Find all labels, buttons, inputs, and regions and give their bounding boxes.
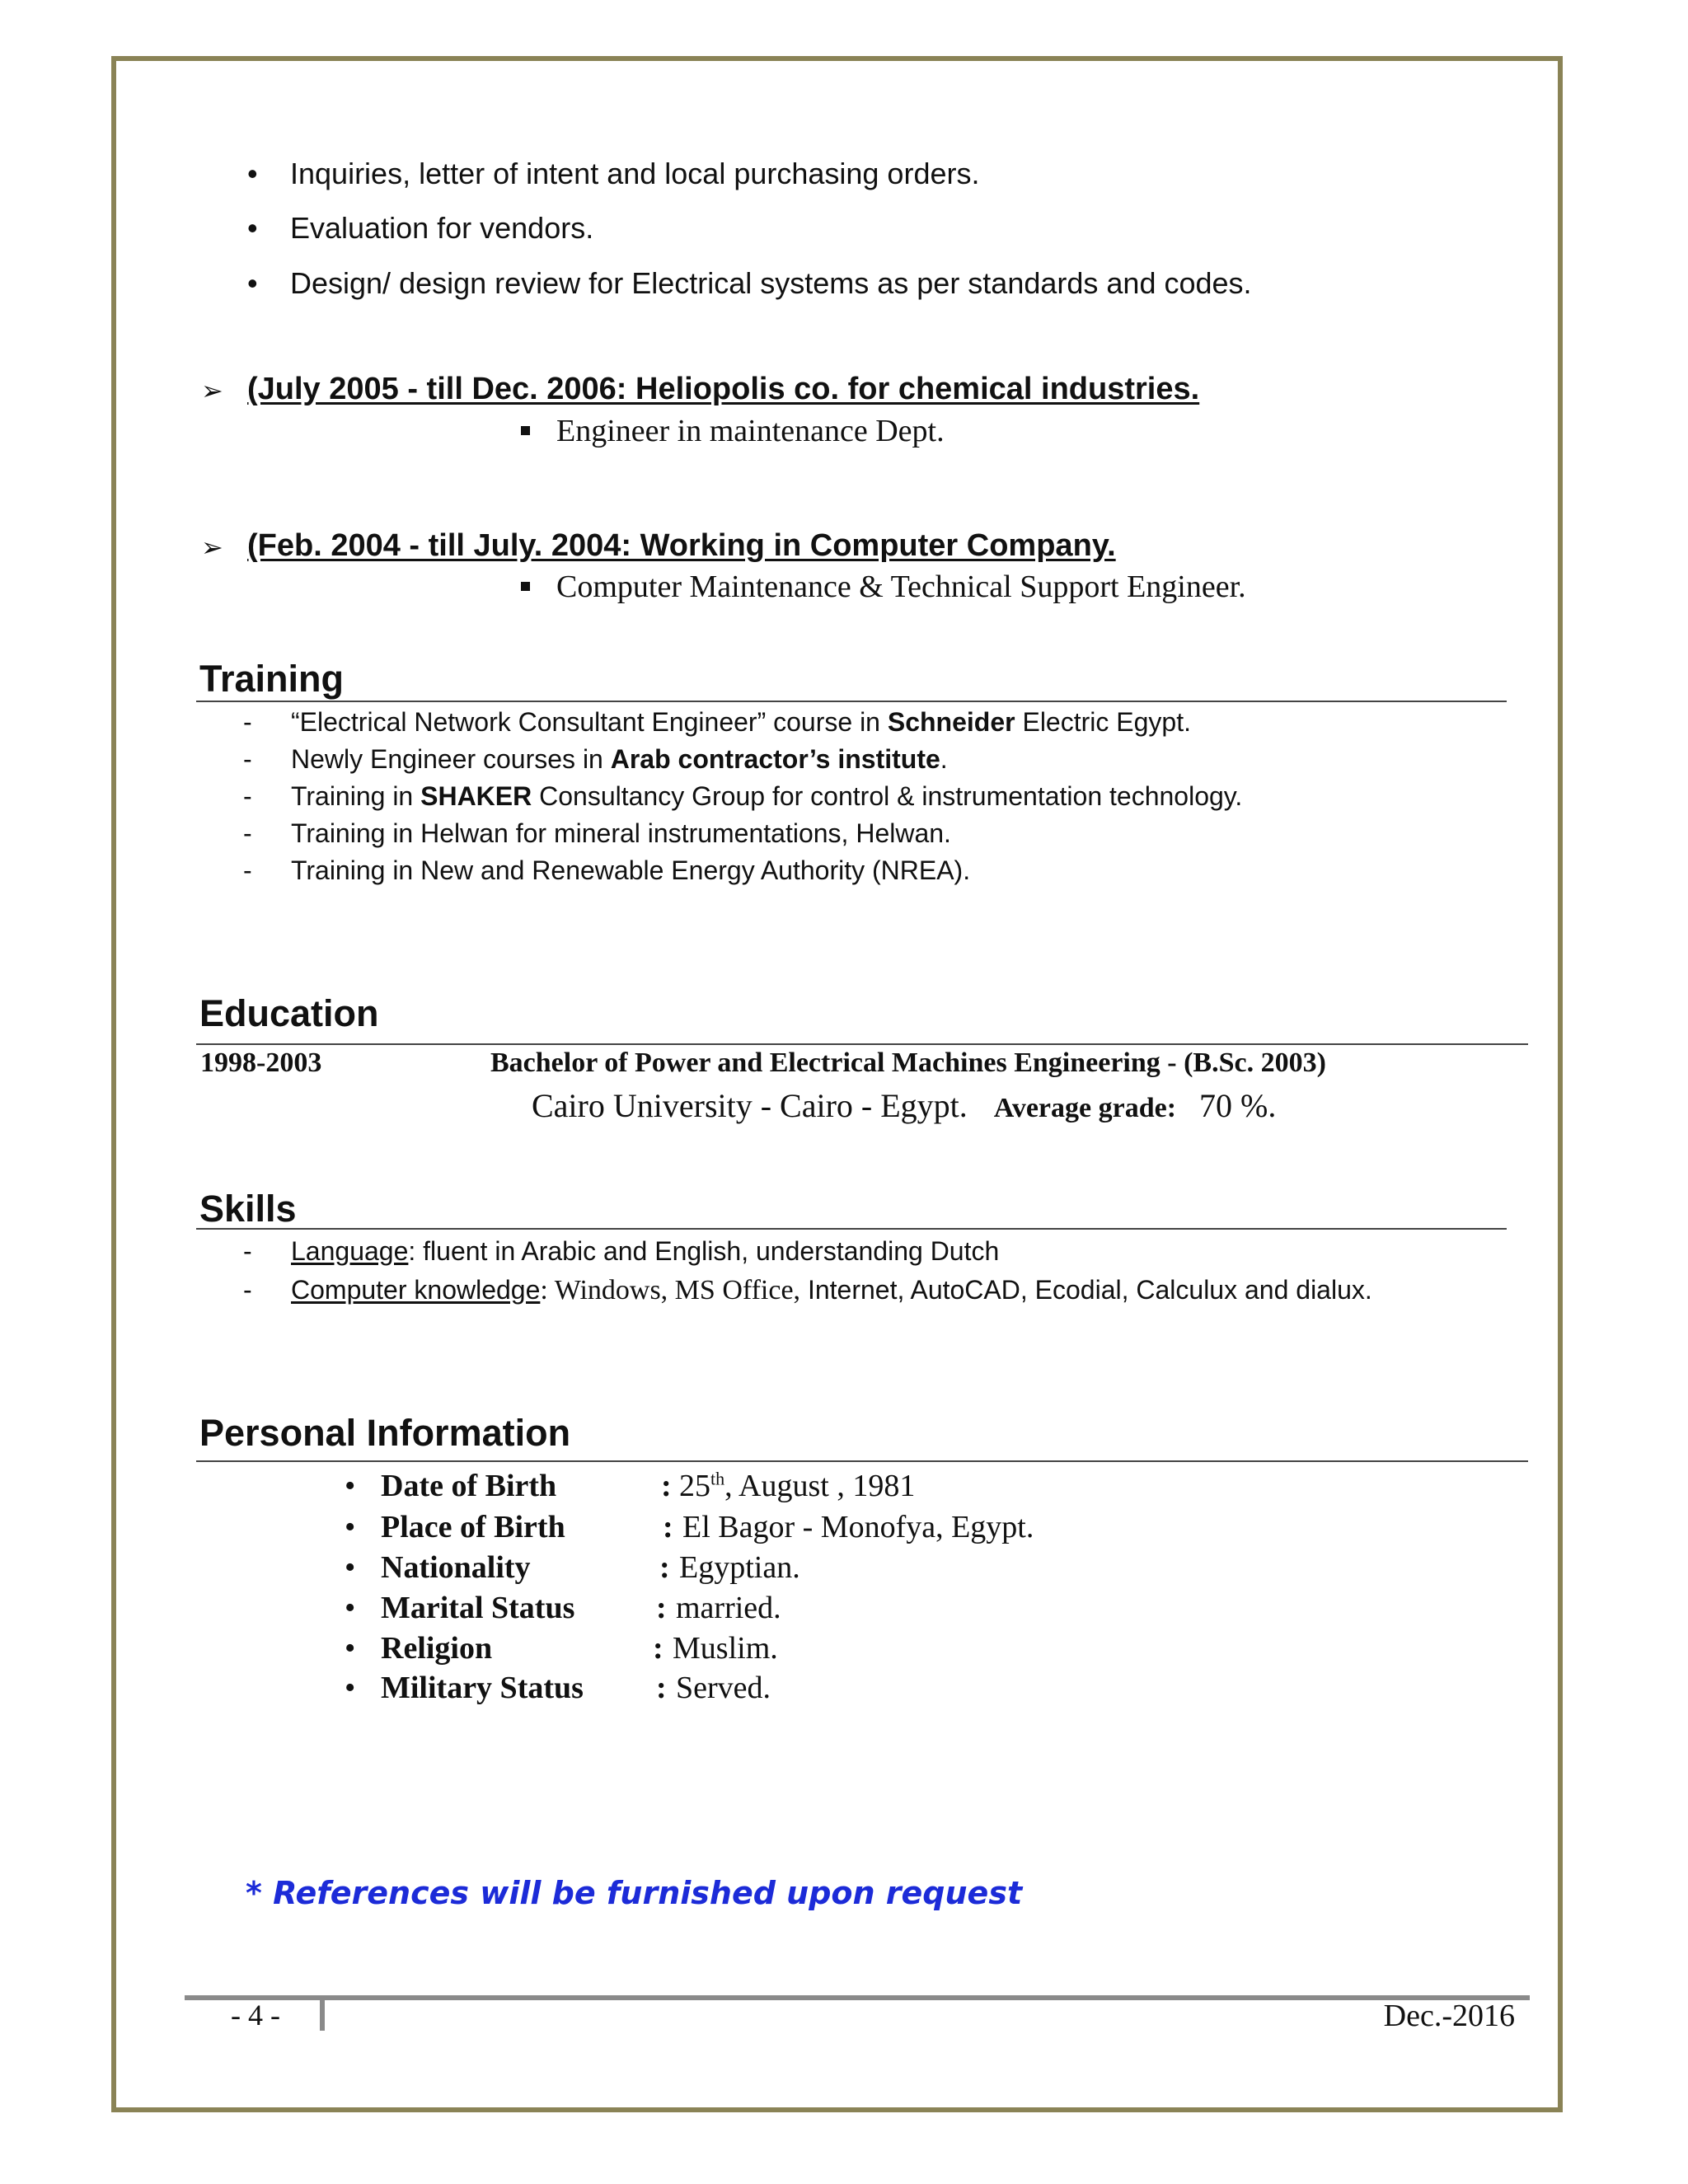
section-divider <box>196 1228 1507 1230</box>
arrow-bullet-icon: ➢ <box>201 532 223 562</box>
job-role: Engineer in maintenance Dept. <box>521 413 945 449</box>
section-title-education: Education <box>199 992 379 1034</box>
bullet-dot: • <box>247 266 258 300</box>
education-years: 1998-2003 <box>200 1047 322 1078</box>
references-note: * References will be furnished upon request <box>246 1875 1023 1911</box>
arrow-bullet-icon: ➢ <box>201 376 223 405</box>
square-bullet-icon <box>521 582 530 591</box>
education-university: Cairo University - Cairo - Egypt. Average grade: 70 %. <box>532 1087 1277 1124</box>
square-bullet-icon <box>521 426 530 435</box>
footer-date: Dec.-2016 <box>1383 1999 1515 2033</box>
footer-rule <box>185 1995 1530 2000</box>
bullet-dot: • <box>247 157 258 190</box>
section-divider <box>196 701 1507 702</box>
page-number: - 4 - <box>231 1999 280 2032</box>
section-title-personal-information: Personal Information <box>199 1412 571 1454</box>
bullet-dot: • <box>247 211 258 245</box>
section-divider <box>196 1460 1528 1462</box>
job-role: Computer Maintenance & Technical Support Engineer. <box>521 569 1246 605</box>
section-divider <box>196 1043 1528 1045</box>
section-title-skills: Skills <box>199 1188 297 1230</box>
section-title-training: Training <box>199 658 345 700</box>
page-border <box>111 56 1563 2112</box>
resume-page: • Inquiries, letter of intent and local purchasing orders. • Evaluation for vendors. • Design/ design review for Electrical systems as per standards and codes. ➢ (July 2005 - till Dec. 2006: Heliopolis co. for chemical industries. Engineer in maintenance Dept. ➢ (Feb. 2004 - till July. 2004: Working in Computer Company. Computer Maintenance & Technical Support Engineer. Training - “Electrical Network Consultant Engineer” course in Schneider Electric Egypt. - Newly Engineer courses in Arab contractor’s institute. - Training in SHAKER Consultancy Group for control & instrumentation technology. - Training in Helwan for mineral instrumentations, Helwan. - Training in New and Renewable Energy Authority (NREA). Education 1998-2003 Bachelor of Power and Electrical Machines Engineering - (B.Sc. 2003) Cairo University - Cairo - Egypt. Average grade: 70 %. Skills - Language: fluent in Arabic and English, understanding Dutch - Computer knowledge: Windows, MS Office, Internet, AutoCAD, Ecodial, Calculux and dialux. Personal Information • Date of Birth : 25th, August , 1981 • Place of Birth : El Bagor - Monofya, Egypt. • Nationality : Egyptian. • Marital Status : married. • Religion : Muslim. • Military Status : Served. * References will be furnished upon request - 4 - Dec.-2016 <box>0 0 1688 2184</box>
footer-divider <box>320 1998 325 2031</box>
education-degree: Bachelor of Power and Electrical Machines Engineering - (B.Sc. 2003) <box>490 1047 1326 1078</box>
